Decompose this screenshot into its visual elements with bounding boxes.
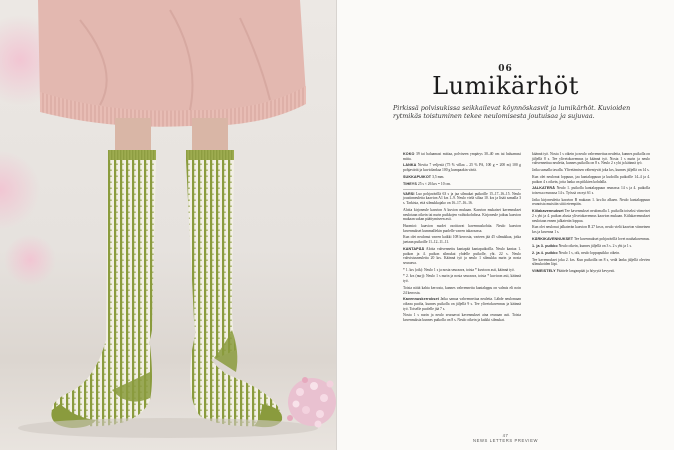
text-column-right <box>532 152 650 276</box>
paragraph: Kun olet neulonut loppuun, jaa kantalappuun ja kudoilla puikoille 14–4 ja 4. puikon 4 s oikein, jotta lanka on piikkien kohdalla. <box>532 174 650 184</box>
left-sock <box>51 150 156 428</box>
flower-bouquet <box>287 377 336 428</box>
paragraph: 2. ja 4. puikko Neulo 1 s, oik, neulo loppupuikko oikein. <box>532 250 620 255</box>
right-sock <box>186 150 282 427</box>
paragraph: 1. ja 3. puikko Neulo oikein, kunnes jäljellä on 3 s. 2 s yht ja 1 s. <box>532 243 633 248</box>
page-number: 47 <box>502 433 509 438</box>
section-varsi: VARSI Luo pohjavärillä 63 s ja jaa silmukat puikoille 15–17–16–15. Neulo joustinneuletta kaavion A1 krs 1–9. Neulo vielä siliaa 10. krs ja lisää samalla 3 s. Tarkista, että silmukkajako on 16–17–16–16. <box>403 191 521 206</box>
spec-koko: KOKO 39 tai haluamasi mittaa, polviseen ympärys 30–40 cm tai haluamasi mitta. <box>403 152 522 161</box>
section-viimeistely: VIIMEISTELY Päättele langanpäät ja höyrytä kevyesti. <box>532 269 616 274</box>
paragraph: käännä työ. Nosta 1 s oikein ja neulo vahvennettua neuletta, kunnes puikolla on jäljellä 8 s. Tee ylivetokavennus ja käännä työ. Nosta 1 s nurin ja neulo vahvennettua neuletta, kunnes puikolla on 8 s. Neulo 2 s yht ja käännä työ. <box>532 152 650 166</box>
section-karkikavennukset: KÄRKIKAVENNUKSET Tee kavennukset pohjavärillä lovet nauhakavennus. <box>532 236 650 241</box>
section-kavennuskerrokset: Kavennuskerrokset Jatka samaa vahvennettua neuletta. Lähde neulomaan oikeaa puolta, kunnes puikolla on jäljellä 9 s. Tee ylivetokavennus ja käännä työ. Toiselle puolelle jää 7 s. <box>403 297 522 311</box>
blossom-blur <box>4 234 56 286</box>
spec-lanka: LANKA Novita 7 veljestä (75 % villaa – 25 % PA, 100 g = 200 m) 100 g pohjaväriä ja kuviolankaa 100 g kumpaakin väriä. <box>403 163 521 173</box>
skirt <box>38 0 306 119</box>
divider <box>403 189 521 190</box>
paragraph: Huomioi: kaavion nuolet osoittavat kavennuskohtia. Neulo kaavion kavennukset kummallekin puolelle varren takaosassa. <box>403 224 521 233</box>
section-jalkatera: JALKATERÄ Neulo 1. puikolla kantalappuun reunassa 14 s ja 4. puikolla toisessa reunassa 14 s. Työssä on nyt 61 s. <box>532 186 651 195</box>
pattern-page <box>337 0 674 450</box>
paragraph: Toista näitä kahta kerrosta, kunnes vahvennettu kantalappu on valmis eli noin 24 kerrosta. <box>403 285 521 295</box>
page-folio <box>337 433 674 443</box>
pattern-lead: Pirkissä polvisukissa seikkailevat köynnöskasvit ja lumikärhöt. Kuvioiden rytmikäs toistuminen tekee neulomisesta joutuisaa ja sujuvaa. <box>393 104 631 121</box>
blossom-blur <box>0 150 40 230</box>
paragraph: Kun olet neulonut jalkaterän kaavion B 27 krs:n, neulo vielä kaavion viimeinen krs ja kavenna 1 s. <box>532 225 650 234</box>
pattern-title: Lumikärhöt <box>432 72 579 100</box>
section-kiilakavennukset: Kiilakavennukset Tee kavennukset neulomalla 1. puikolla toiseksi viimeiset 2 s yht ja 4. puikon alusta ylivetokavennus kaavion mukaan. Kiilakavennukset neulotaan ennen jalkaterän loppua. <box>532 209 650 223</box>
paragraph: Nosta 1 s nurin ja neulo seuraavat kavennukset aina reunaan asti. Toista kavennuksia kunnes puikolla on 8 s. Neulo oikein ja kaikki silmukat. <box>403 313 521 323</box>
paragraph: * 2. krs (nurj): Neulo 1 s nurin ja nosta seuraava, toista * kuvioon asti, käännä työ. <box>403 274 521 284</box>
spec-tiheys: TIHEYS 25 s × 26 krs = 10 cm. <box>403 181 451 186</box>
paragraph: Kun olet neulonut varren kaikki 108 kerrosta, varteen jää 45 silmukkaa, jotka jaetaan puikoille 11–12–11–11. <box>403 235 521 245</box>
paragraph: Jatka kirjoneuletta kaavion B mukaan 1. krs:lta alkaen. Neulo kantalappuun reunoista muistiin siitä eteenpäin. <box>532 197 650 207</box>
paragraph: Aloita kirjoneule kaavion A kuvion mukaan. Kaavion mukaiset kavennukset neulotaan oikein tai nurin puikkojen vaihtokohdissa. Kirjoneule jatkuu kaavion mukaan sukan päättymiseen asti. <box>403 207 521 222</box>
section-kantapaa: KANTAPÄÄ Aloita vahvennettu kantapää kantapuikoilla. Neulo kantaa 1. puikon ja 4. puikon silmukat yhdelle puikolle, yht. 22 s. Neulo vahvistusneuletta 20 krs. Käännä työ ja neulo 1 silmukka nurin ja nosta seuraava. <box>403 246 521 265</box>
spec-sukkapuikot: SUKKAPUIKOT 3,5 mm. <box>403 174 445 179</box>
pattern-number: 06 <box>498 64 513 74</box>
book-title: NEWS LETTERS PREVIEW <box>472 438 539 443</box>
paragraph: Tee kavennukset joka 2. krs. Kun puikoilla on 8 s, vedä lanka jäljellä olevien silmukoiden läpi. <box>532 257 650 267</box>
paragraph: * 1. krs (oik): Neulo 1 s ja nosta seuraava, toista * kuvioon asti, käännä työ. <box>403 267 515 272</box>
text-column-left <box>403 152 521 325</box>
paragraph: Jatka samalla tavalla. Ylivetämisen vähentyvät joka krs, kunnes jäljellä on 14 s. <box>532 168 650 173</box>
